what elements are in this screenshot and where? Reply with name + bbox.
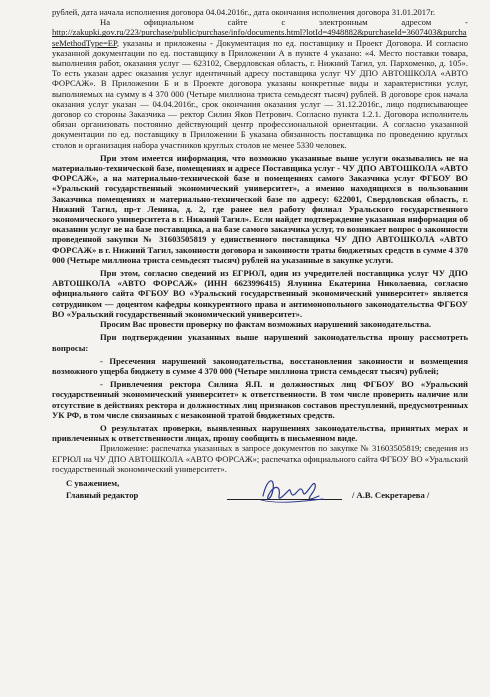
paragraph-info-base: При этом имеется информация, что возможно указанные выше услуги оказывались не на материально-технической базе, помещениях и адресе Поставщика услуг - ЧУ ДПО АВТОШКОЛА «АВТО ФОРСАЖ», а на материально-технической базе и помещениях самого Заказчика услуг ФГБОУ ВО «Уральский государственный экономический университет», а именно находящихся в пользовании Заказчика помещениях и материально-технической базе по адресу: 622001, Свердловская область, г. Нижний Тагил, пр-т Ленина, д. 2, где ранее вел работу филиал Уральского государственного экономического университета в г. Нижний Тагил». Если найдет подтверждение указанная информация об оказании услуг не на базе поставщика, а на базе самого заказчика услуг, то возникает вопрос о законности проведенной закупки № 31603505819 у единственного поставщика ЧУ ДПО АВТОШКОЛА «АВТО ФОРСАЖ» в г. Нижний Тагил, законности договора и законности траты бюджетных средств в сумме 4 370 000 (Четыре миллиона триста семьдесят тысяч) рублей на указанные в закупке услуги. (52, 152, 468, 265)
paragraph-contract-dates: рублей, дата начала исполнения договора 04.04.2016г., дата окончания исполнения договора 31.01.2017г. (52, 7, 436, 17)
paragraph-egrul: При этом, согласно сведений из ЕГРЮЛ, один из учредителей поставщика услуг ЧУ ДПО АВТОШКОЛА «АВТО ФОРСАЖ» (ИНН 6623996415) Ялунина Екатерина Николаевна, согласно официального сайта ФГБОУ ВО «Уральский государственный экономический университет» является сотрудником — доцентом кафедры конкурентного права и антимонопольного законодательства ФГБОУ ВО «Уральский государственный экономический университет». (52, 268, 468, 319)
paragraph-documentation: http://zakupki.gov.ru/223/purchase/public/purchase/info/documents.html?lotId=4948882&purchaseId=3607403&purchaseMethodType=EP, указаны и приложены - Документация по ед. поставщику и Проект Договора. И согласно указанной документации по ед. поставщику в Приложении А в пункте 4 указано: «4. Место поставки товара, выполнения работ, оказания услуг — 623102, Свердловская область, г. Нижний Тагил, ул. Пархоменко, д. 105». То есть указан адрес оказания услуг идентичный адресу поставщика услуг ЧУ ДПО АВТОШКОЛА «АВТО ФОРСАЖ». В Приложении Б и в Проекте договора указаны конкретные виды и характеристики услуг, выполняемых на сумму в 4 370 000 (Четыре миллиона триста семьдесят тысяч) рублей. В договоре срок начала оказания услуг указан — 04.04.2016г., срок окончания оказания услуг — 31.12.2016г., лицо подписывающее договор со стороны Заказчика — ректор Силин Яков Петрович. Согласно пункта 1.2.1. Договора исполнитель обязан организовать постоянно действующий центр профессиональной ориентации. А согласно указанной документации по ед. поставщику в Приложении Б указана обязанность поставщика по проведению круглых столов и организация набора участников круглых столов не менее 5330 человек. (52, 27, 468, 150)
paragraph-question-1: - Пресечения нарушений законодательства, восстановления законности и возмещения возможного ущерба бюджету в сумме 4 370 000 (Четыре миллиона триста семьдесят тысяч) рублей; (52, 355, 468, 376)
paragraph-attachments: Приложение: распечатка указанных в запросе документов по закупке № 31603505819; сведения из ЕГРЮЛ на ЧУ ДПО АВТОШКОЛА «АВТО ФОРСАЖ»; распечатка официального сайта ФГБОУ ВО «Уральский государственный экономический университет». (52, 443, 468, 474)
official-site-line: На официальном сайте с электронным адресом - (100, 17, 468, 28)
signer-name: / А.В. Секретарева / (352, 489, 430, 500)
paragraph-questions: При подтверждении указанных выше нарушений законодательства прошу рассмотреть вопросы: (52, 332, 468, 353)
signer-title: Главный редактор (66, 489, 139, 500)
signature-block (52, 478, 468, 510)
zakupki-link[interactable]: http://zakupki.gov.ru/223/purchase/public/purchase/info/documents.html?lotId=4948882&purchaseId=3607403&purchaseMethodType=EP (52, 27, 467, 48)
handwritten-signature (257, 472, 327, 508)
paragraph-results: О результатах проверки, выявленных нарушениях законодательства, принятых мерах и привлеченных к ответственности лицах, прошу сообщить в письменном виде. (52, 422, 468, 444)
paragraph-request: Просим Вас провести проверку по фактам возможных нарушений законодательства. (100, 319, 432, 330)
closing-text: С уважением, (66, 477, 120, 488)
paragraph-question-2: - Привлечения ректора Силина Я.П. и должностных лиц ФГБОУ ВО «Уральский государственный экономический университет» к ответственности. В том числе проверить наличие или отсутствие в действиях ректора и должностных лиц признаков составов преступлений, предусмотренных УК РФ, в том числе связанных с незаконной тратой бюджетных средств. (52, 379, 468, 420)
